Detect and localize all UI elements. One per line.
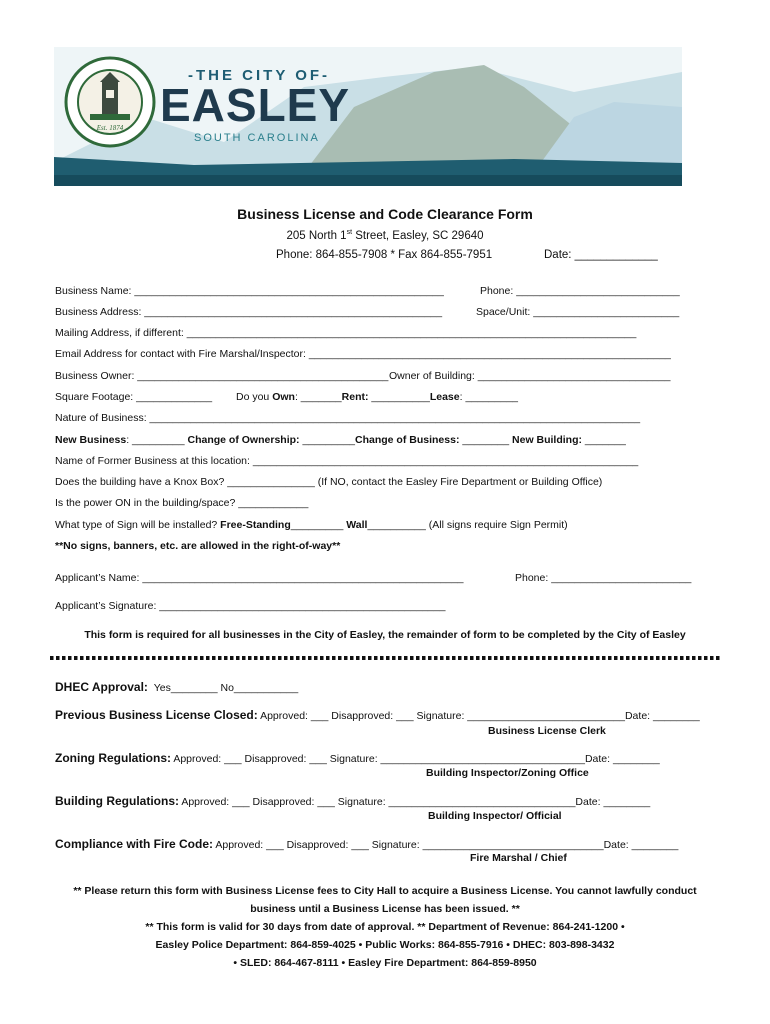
fire-marshal-label: Fire Marshal / Chief [470,852,567,864]
email-field[interactable]: Email Address for contact with Fire Marshal/Inspector: ______________________________________________________________ [55,348,671,360]
brand-state: SOUTH CAROLINA [194,132,320,144]
footer-line-1: ** Please return this form with Business License fees to City Hall to acquire a Business License. You cannot lawfully conduct [73,885,697,897]
building-official-label: Building Inspector/ Official [428,810,562,822]
section-divider [50,656,720,660]
footer-line-4: Easley Police Department: 864-859-4025 • Public Works: 864-855-7916 • DHEC: 803-898-3432 [155,939,615,951]
own-rent-lease-field[interactable]: Do you Own: _______Rent: __________Lease: _________ [236,391,519,403]
city-address: 205 North 1st Street, Easley, SC 29640 [286,229,484,242]
city-seal [64,56,156,148]
form-title: Business License and Code Clearance Form [237,206,533,222]
brand-city-name: EASLEY [160,79,351,131]
footer-line-5: • SLED: 864-467-8111 • Easley Fire Department: 864-859-8950 [233,957,537,969]
city-phone-fax: Phone: 864-855-7908 * Fax 864-855-7951 [276,249,493,261]
fire-code-row[interactable]: Compliance with Fire Code: Approved: ___ Disapproved: ___ Signature: _______________________________Date: ________ [55,837,679,851]
applicant-phone-field[interactable]: Phone: ________________________ [515,572,692,584]
applicant-signature-field[interactable]: Applicant’s Signature: _________________________________________________ [55,600,446,612]
footer-line-2: business until a Business License has been issued. ** [250,903,520,915]
zoning-row[interactable]: Zoning Regulations: Approved: ___ Disapproved: ___ Signature: ___________________________________Date: ________ [55,751,660,765]
applicant-name-field[interactable]: Applicant’s Name: _______________________________________________________ [55,572,464,584]
dhec-approval-row[interactable]: DHEC Approval: Yes________ No___________ [55,680,299,694]
date-field[interactable]: Date: _____________ [544,249,658,261]
space-unit-field[interactable]: Space/Unit: _________________________ [476,306,680,318]
zoning-office-label: Building Inspector/Zoning Office [426,767,589,779]
phone-field[interactable]: Phone: ____________________________ [480,285,680,297]
svg-text:Est. 1874: Est. 1874 [96,124,124,132]
building-regulations-row[interactable]: Building Regulations: Approved: ___ Disapproved: ___ Signature: ________________________________Date: ________ [55,794,651,808]
brand-tagline-top: -THE CITY OF- [188,67,331,84]
nature-of-business-field[interactable]: Nature of Business: ____________________________________________________________________________________ [55,412,641,424]
business-owner-field[interactable]: Business Owner: ___________________________________________ [55,370,389,382]
footer-line-3: ** This form is valid for 30 days from date of approval. ** Department of Revenue: 864-241-1200 • [145,921,625,933]
business-address-field[interactable]: Business Address: ___________________________________________________ [55,306,443,318]
knox-box-field[interactable]: Does the building have a Knox Box? _______________ (If NO, contact the Easley Fire Department or Building Office) [55,476,603,488]
owner-of-building-field[interactable]: Owner of Building: _________________________________ [389,370,671,382]
city-use-notice: This form is required for all businesses in the City of Easley, the remainder of form to be completed by the City of Easley [84,629,686,641]
power-field[interactable]: Is the power ON in the building/space? ____________ [55,497,309,509]
license-clerk-label: Business License Clerk [488,725,606,737]
sign-type-field[interactable]: What type of Sign will be installed? Free-Standing_________ Wall__________ (All signs require Sign Permit) [55,519,568,531]
business-name-field[interactable]: Business Name: _____________________________________________________ [55,285,444,297]
license-closed-row[interactable]: Previous Business License Closed: Approved: ___ Disapproved: ___ Signature: ___________________________Date: ________ [55,708,700,722]
no-signs-note: **No signs, banners, etc. are allowed in the right-of-way** [55,540,341,552]
square-footage-field[interactable]: Square Footage: _____________ [55,391,213,403]
mailing-address-field[interactable]: Mailing Address, if different: _____________________________________________________________________________ [55,327,637,339]
former-business-field[interactable]: Name of Former Business at this location: __________________________________________________________________ [55,455,639,467]
business-type-fields[interactable]: New Business: _________ Change of Ownership: _________Change of Business: ________ New Building: _______ [55,434,626,446]
